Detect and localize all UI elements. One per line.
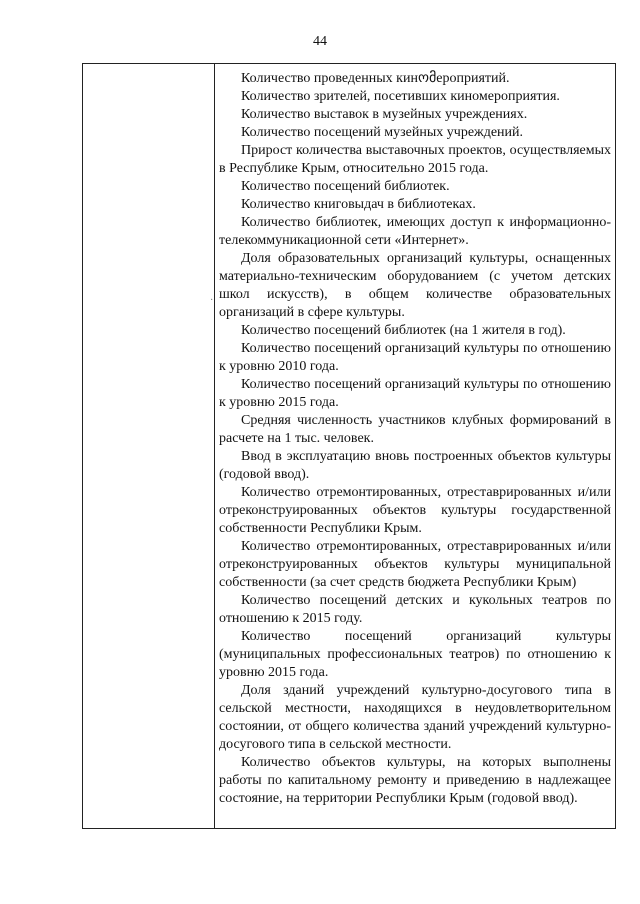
scan-mark: · [210, 295, 214, 306]
indicator-item: Количество посещений библиотек (на 1 жителя в год). [241, 323, 566, 338]
indicator-item: Количество зрителей, посетивших киномероприятия. [241, 89, 560, 104]
indicator-item: Количество посещений организаций культуры по отношению к уровню 2010 года. [219, 341, 611, 374]
table-right-cell [219, 70, 611, 808]
indicator-item: Количество посещений организаций культуры по отношению к уровню 2015 года. [219, 377, 611, 410]
indicator-item: Количество посещений музейных учреждений. [241, 125, 524, 140]
indicator-item: Количество посещений организаций культуры (муниципальных профессиональных театров) по отношению к уровню 2015 года. [219, 629, 611, 680]
column-divider [214, 64, 215, 828]
indicator-item: Количество отремонтированных, отреставрированных и/или отреконструированных объектов культуры муниципальной собственности (за счет средств бюджета Республики Крым) [219, 539, 611, 590]
indicator-table [82, 63, 616, 829]
indicator-item: Ввод в эксплуатацию вновь построенных объектов культуры (годовой ввод). [219, 449, 611, 482]
indicator-item: Прирост количества выставочных проектов, осуществляемых в Республике Крым, относительно 2015 года. [219, 143, 611, 176]
indicator-item: Количество объектов культуры, на которых выполнены работы по капитальному ремонту и приведению в надлежащее состояние, на территории Республики Крым (годовой ввод). [219, 755, 611, 806]
table-left-cell [83, 64, 214, 828]
indicator-item: Количество посещений детских и кукольных театров по отношению к 2015 году. [219, 593, 611, 626]
indicator-item: Количество посещений библиотек. [241, 179, 450, 194]
indicator-item: Количество выставок в музейных учреждениях. [241, 107, 528, 122]
indicator-item: Доля образовательных организаций культуры, оснащенных материально-техническим оборудованием (с учетом детских школ искусств), в общем количестве образовательных организаций в сфере культуры. [219, 251, 611, 320]
indicator-item: Средняя численность участников клубных формирований в расчете на 1 тыс. человек. [219, 413, 611, 446]
indicator-item: Количество книговыдач в библиотеках. [241, 197, 476, 212]
indicator-item: Количество проведенных кинომероприятий. [241, 71, 510, 86]
page-number: 44 [313, 34, 327, 49]
indicator-item: Количество отремонтированных, отреставрированных и/или отреконструированных объектов культуры государственной собственности Республики Крым. [219, 485, 611, 536]
indicator-item: Доля зданий учреждений культурно-досугового типа в сельской местности, находящихся в неудовлетворительном состоянии, от общего количества зданий учреждений культурно-досугового типа в сельской местности. [219, 683, 611, 752]
indicator-item: Количество библиотек, имеющих доступ к информационно-телекоммуникационной сети «Интернет». [219, 215, 611, 248]
